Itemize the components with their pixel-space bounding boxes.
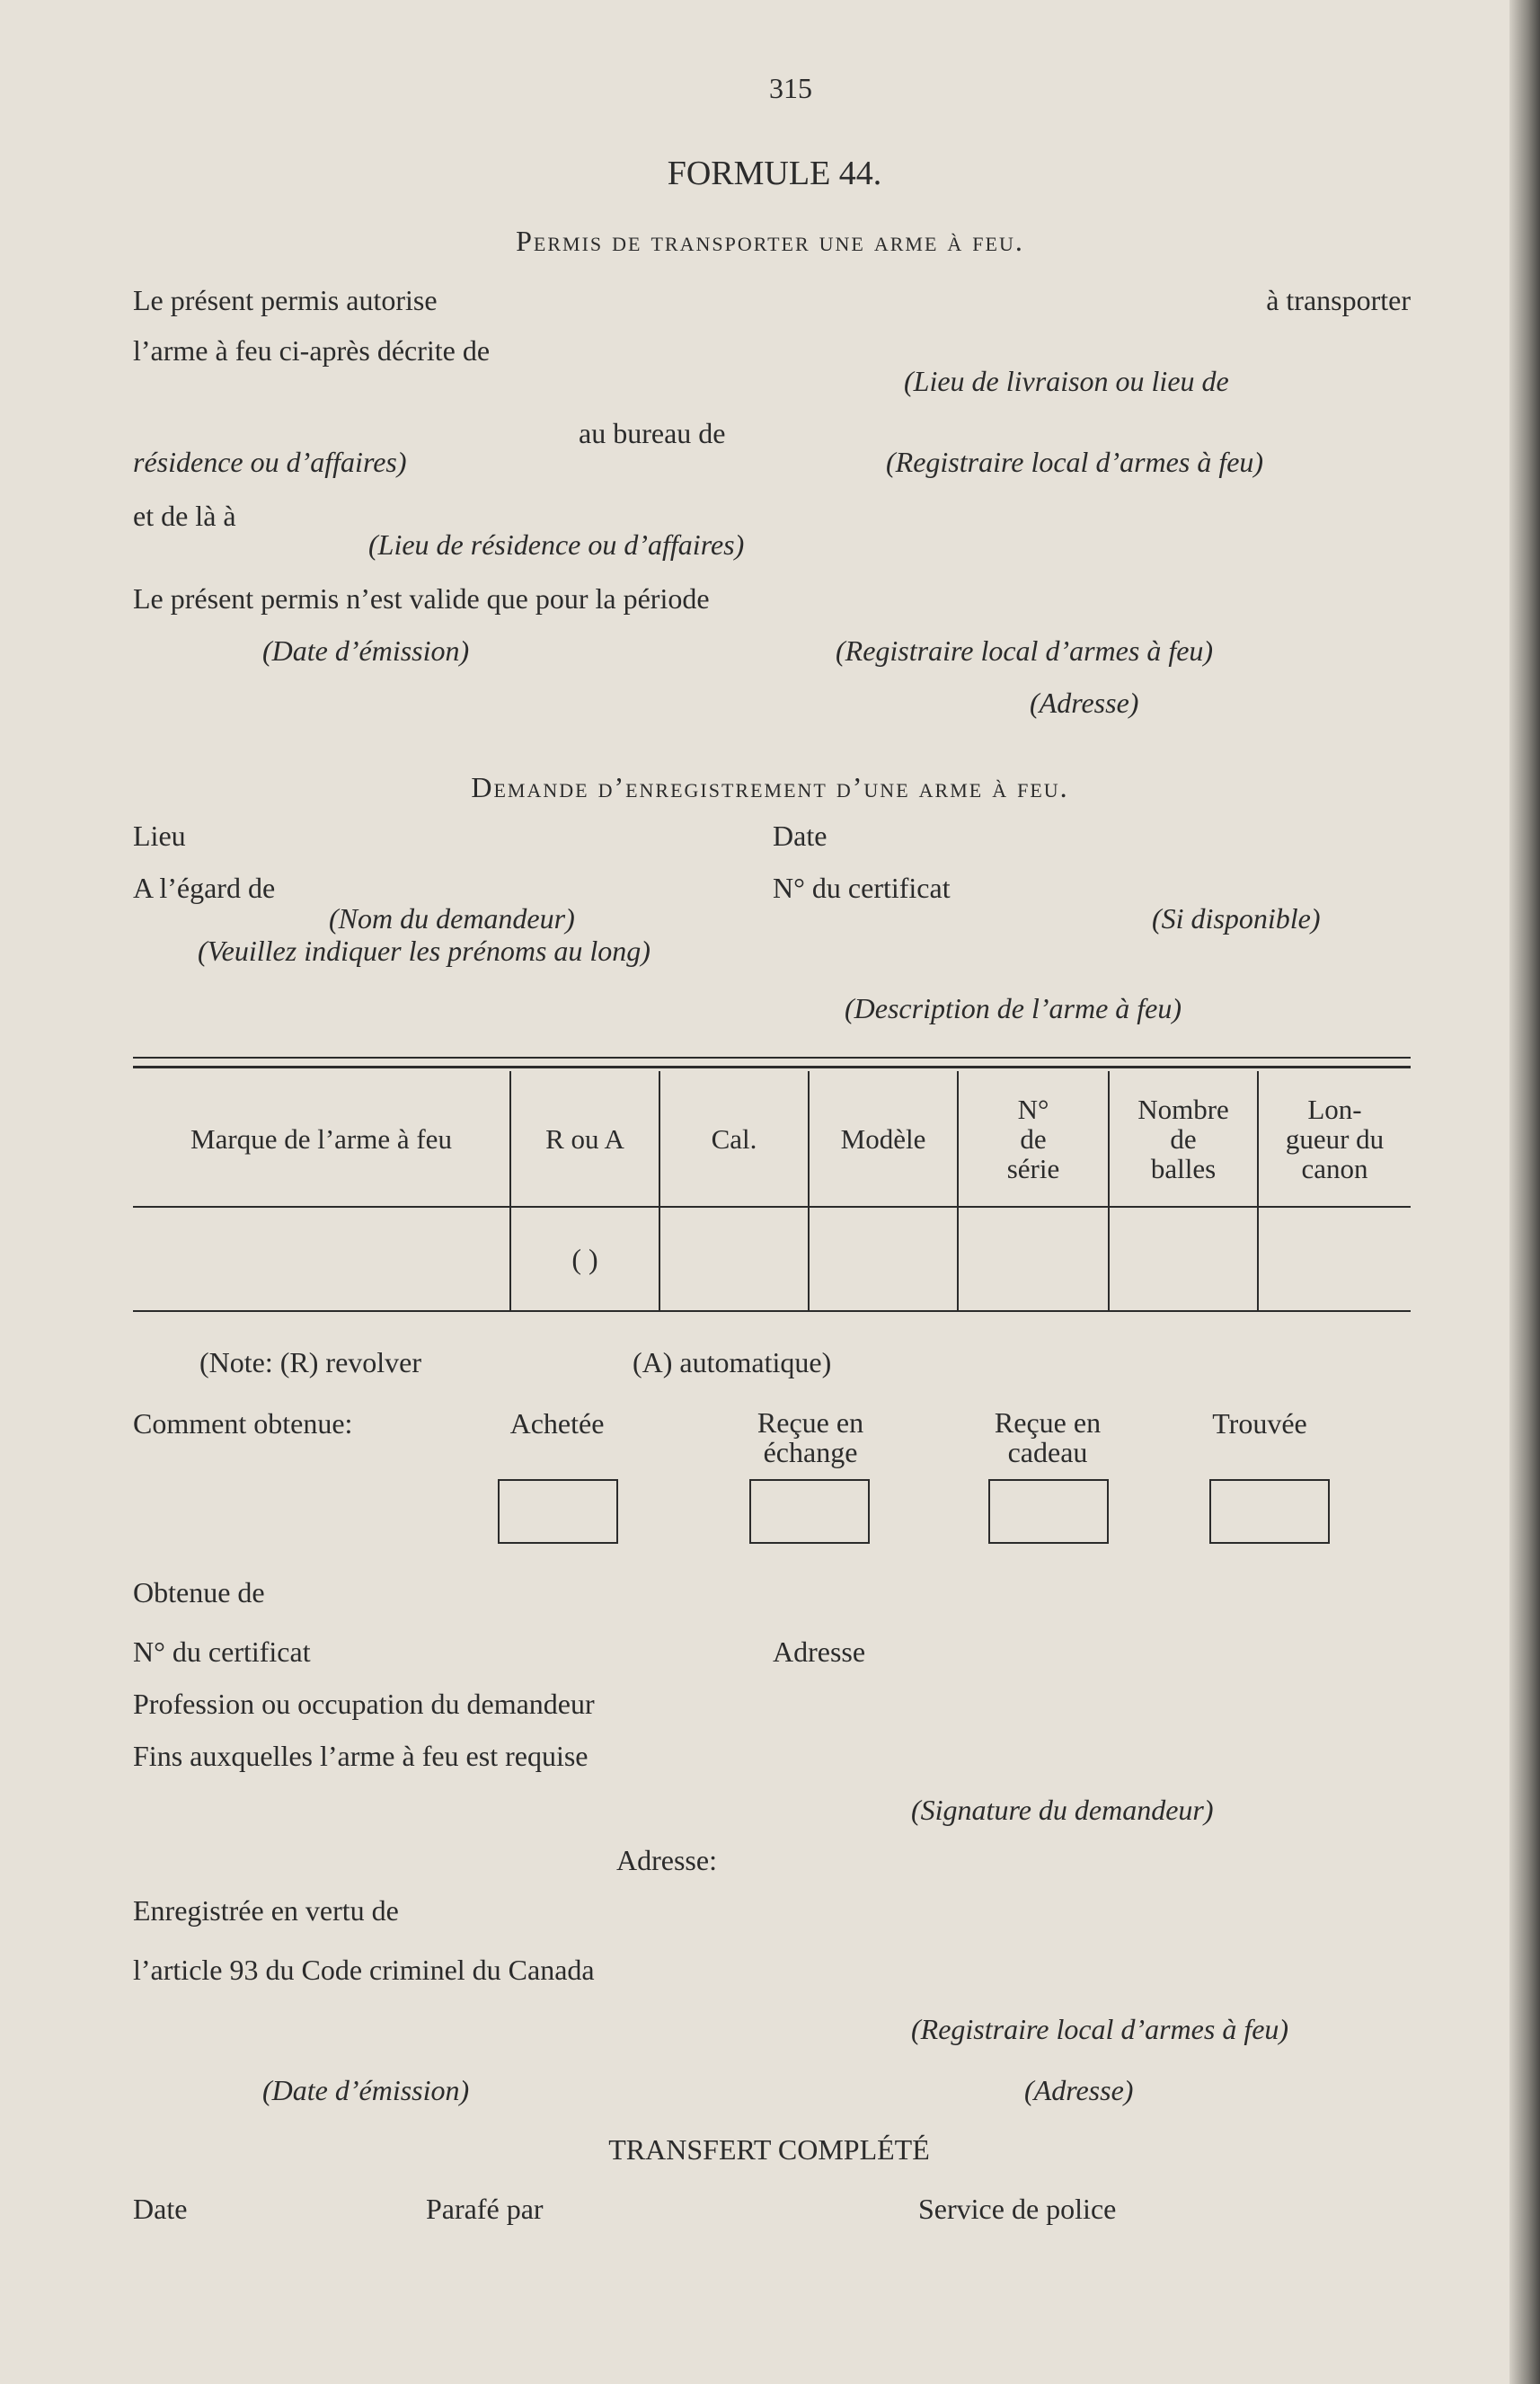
applicant-signature-hint: (Signature du demandeur) [911, 1794, 1214, 1826]
book-binding-edge [1509, 0, 1540, 2384]
permit-then-to-label: et de là à [133, 500, 236, 532]
application-certificate-label: N° du certificat [773, 872, 951, 904]
option-found-label: Trouvée [1212, 1407, 1307, 1440]
option-exchange-checkbox[interactable] [749, 1479, 870, 1544]
applicant-address-label: Adresse [773, 1635, 866, 1668]
header-caliber: Cal. [659, 1071, 809, 1207]
applicant-certificate-label: N° du certificat [133, 1635, 311, 1668]
transfer-date-label: Date [133, 2193, 188, 2225]
cell-serial[interactable] [958, 1207, 1109, 1310]
application-name-hint: (Nom du demandeur) [329, 902, 575, 935]
obtained-from-label: Obtenue de [133, 1576, 265, 1609]
obtained-label: Comment obtenue: [133, 1407, 353, 1440]
header-model: Modèle [809, 1071, 958, 1207]
option-gift-checkbox[interactable] [988, 1479, 1109, 1544]
application-regarding-label: A l’égard de [133, 872, 276, 904]
application-available-hint: (Si disponible) [1152, 902, 1321, 935]
header-barrel-length: Lon- gueur du canon [1258, 1071, 1411, 1207]
header-brand: Marque de l’arme à feu [133, 1071, 510, 1207]
note-revolver: (Note: (R) revolver [199, 1346, 422, 1378]
transfer-heading: TRANSFERT COMPLÉTÉ [608, 2133, 930, 2166]
page-number: 315 [769, 72, 812, 104]
permit-transport-label: à transporter [1266, 284, 1411, 316]
registration-under-label: Enregistrée en vertu de [133, 1894, 399, 1927]
transfer-police-label: Service de police [918, 2193, 1117, 2225]
table-top-rule [133, 1057, 1411, 1059]
registration-issue-date-hint: (Date d’émission) [262, 2074, 470, 2106]
applicant-purpose-label: Fins auxquelles l’arme à feu est requise [133, 1740, 589, 1772]
header-r-or-a: R ou A [510, 1071, 659, 1207]
permit-registrar2-hint: (Registraire local d’armes à feu) [836, 634, 1214, 667]
permit-office-label: au bureau de [579, 417, 726, 449]
application-date-label: Date [773, 820, 828, 852]
option-purchased-checkbox[interactable] [498, 1479, 618, 1544]
permit-issue-date-hint: (Date d’émission) [262, 634, 470, 667]
cell-model[interactable] [809, 1207, 958, 1310]
header-serial: N° de série [958, 1071, 1109, 1207]
cell-brand[interactable] [133, 1207, 510, 1310]
option-exchange-label: Reçue en échange [757, 1406, 864, 1468]
permit-heading: Permis de transporter une arme à feu. [516, 225, 1024, 257]
application-full-names-hint: (Veuillez indiquer les prénoms au long) [198, 935, 651, 967]
applicant-address2-label: Adresse: [616, 1844, 717, 1876]
permit-residence2-hint: (Lieu de résidence ou d’affaires) [368, 528, 745, 561]
permit-registrar-hint: (Registraire local d’armes à feu) [886, 446, 1264, 478]
transfer-initialed-label: Parafé par [426, 2193, 544, 2225]
permit-delivery-hint: (Lieu de livraison ou lieu de [904, 365, 1229, 397]
cell-barrel-length[interactable] [1258, 1207, 1411, 1310]
registration-article-label: l’article 93 du Code criminel du Canada [133, 1954, 595, 1986]
registration-address-hint: (Adresse) [1024, 2074, 1134, 2106]
application-place-label: Lieu [133, 820, 186, 852]
application-heading: Demande d’enregistrement d’une arme à feu. [471, 771, 1069, 803]
table-bottom-rule [133, 1310, 1411, 1312]
table-header-row [133, 1071, 1411, 1207]
cell-rounds[interactable] [1109, 1207, 1258, 1310]
table-row [133, 1207, 1411, 1310]
applicant-profession-label: Profession ou occupation du demandeur [133, 1688, 595, 1720]
firearm-table [133, 1071, 1411, 1310]
option-found-checkbox[interactable] [1209, 1479, 1330, 1544]
permit-firearm-from-label: l’arme à feu ci-après décrite de [133, 334, 491, 367]
header-rounds: Nombre de balles [1109, 1071, 1258, 1207]
cell-caliber[interactable] [659, 1207, 809, 1310]
permit-residence-hint: résidence ou d’affaires) [133, 446, 407, 478]
option-purchased-label: Achetée [509, 1407, 605, 1440]
registration-registrar-hint: (Registraire local d’armes à feu) [911, 2013, 1289, 2045]
form-title: FORMULE 44. [667, 155, 882, 192]
option-gift-label: Reçue en cadeau [994, 1406, 1102, 1468]
permit-validity-label: Le présent permis n’est valide que pour la période [133, 582, 710, 615]
permit-authorizes-label: Le présent permis autorise [133, 284, 438, 316]
permit-address-hint: (Adresse) [1030, 687, 1139, 719]
cell-r-or-a[interactable]: ( ) [510, 1207, 659, 1310]
application-description-hint: (Description de l’arme à feu) [845, 992, 1182, 1024]
note-automatic: (A) automatique) [633, 1346, 832, 1378]
table-top-rule-double [133, 1066, 1411, 1068]
